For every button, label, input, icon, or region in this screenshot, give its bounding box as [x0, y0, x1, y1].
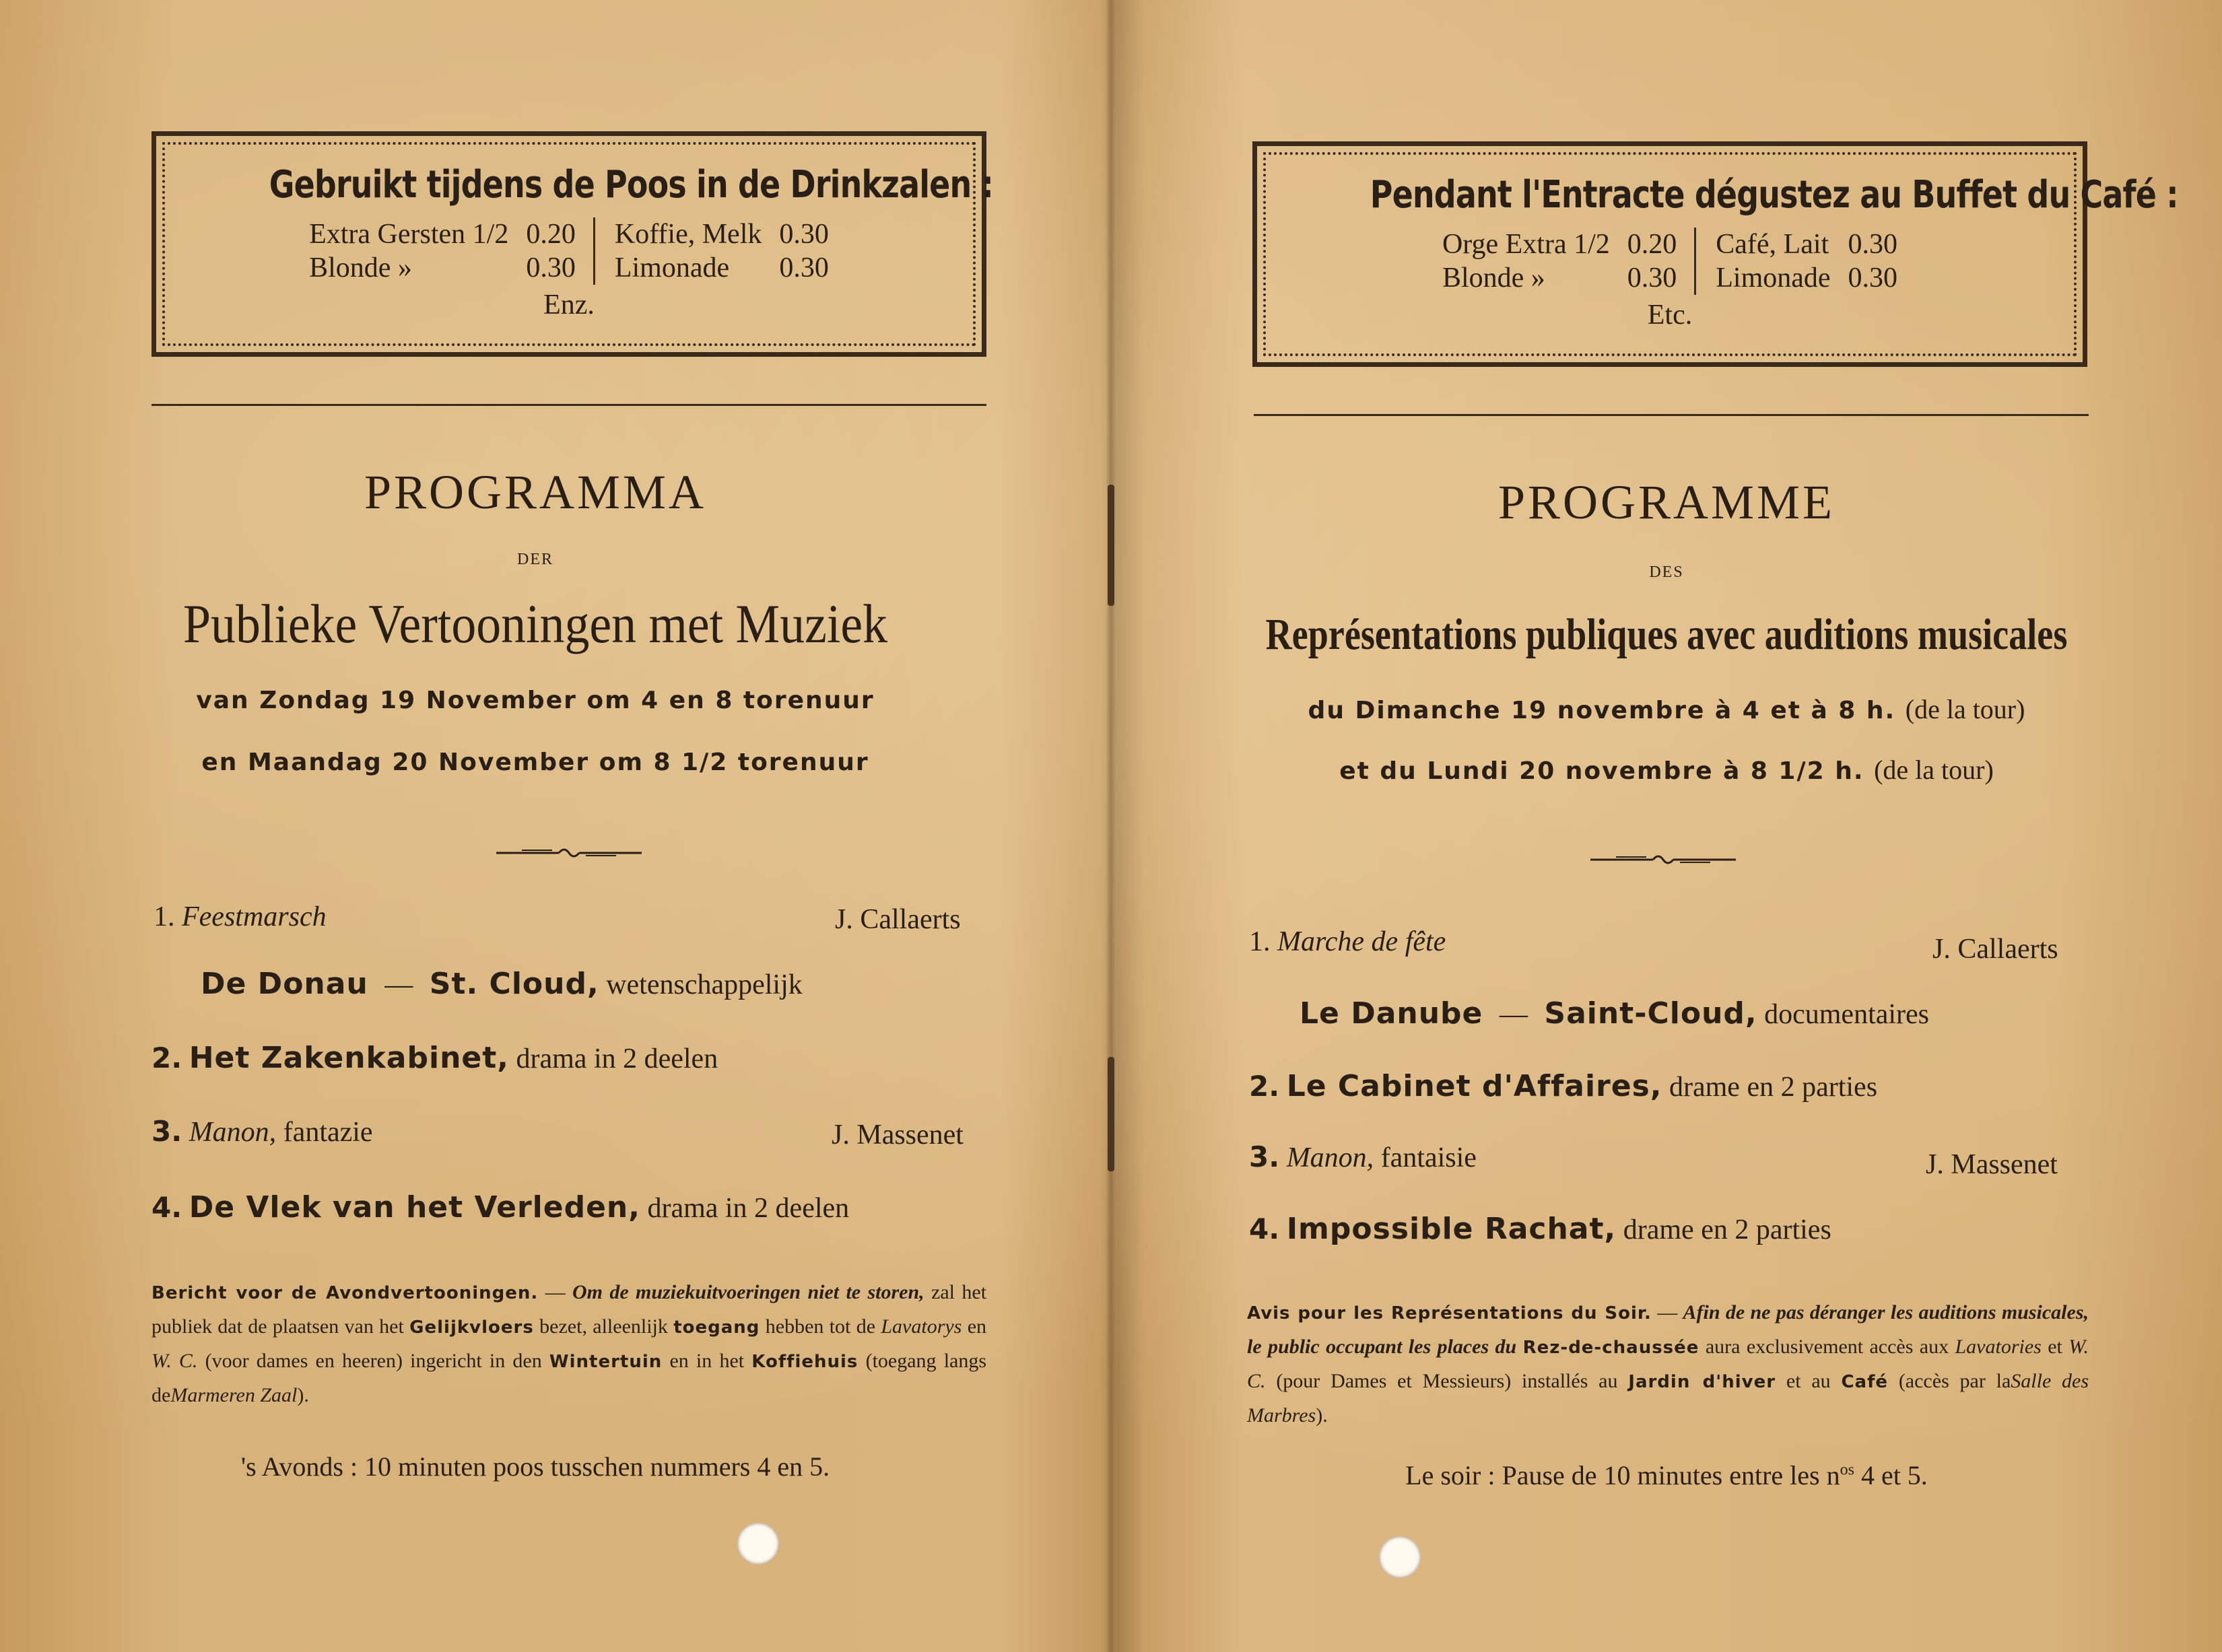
date-line-2 [1111, 754, 2222, 786]
notice-text: Marmeren Zaal [170, 1384, 298, 1406]
item-title-bold: Le Cabinet d'Affaires, [1286, 1069, 1662, 1103]
notice-text: zal het publiek dat de plaatsen van het [152, 1281, 987, 1338]
price-value: 0.30 [1848, 263, 1898, 294]
notice-text: (toegang langs de [152, 1350, 987, 1406]
item-description: drama in 2 deelen [516, 1043, 718, 1074]
punch-hole [1379, 1536, 1421, 1578]
notice-heading: Avis pour les Représentations du Soir. [1247, 1303, 1652, 1323]
closing-superscript: os [1840, 1461, 1854, 1479]
item-description: drame en 2 parties [1669, 1072, 1878, 1103]
divider-rule [1254, 414, 2089, 416]
programme-title: PROGRAMME [1497, 475, 1836, 529]
evening-notice [1247, 1296, 2089, 1433]
item-title: Manon, [189, 1117, 277, 1148]
notice-text: Café [1841, 1372, 1889, 1392]
composer: J. Massenet [1926, 1149, 2058, 1180]
composer: J. Massenet [832, 1120, 964, 1150]
notice-text: Koffiehuis [751, 1352, 858, 1372]
notice-text: bezet, alleenlijk [539, 1315, 668, 1338]
item-title: Feestmarsch [182, 901, 327, 932]
programme-item-2 [152, 1041, 718, 1075]
date-line-1: van Zondag 19 November om 4 en 8 torenuur [196, 687, 875, 714]
item-number: 4. [152, 1191, 182, 1224]
item-description: drama in 2 deelen [647, 1193, 850, 1224]
date-text: du Dimanche 19 novembre à 4 et à 8 h. [1308, 697, 1896, 724]
item-title-bold: Le Danube [1300, 996, 1483, 1031]
price-item-name: Café, Lait [1716, 229, 1829, 260]
price-value: 0.30 [1848, 229, 1898, 260]
notice-text: Afin de ne pas déranger les auditions musicales, le public occupant les places du [1247, 1301, 2089, 1358]
programme-item-1 [1249, 926, 1446, 958]
item-number: 3. [1249, 1140, 1280, 1173]
item-number: 2. [1249, 1070, 1280, 1103]
price-list [203, 217, 935, 285]
date-line-1 [1111, 693, 2222, 725]
item-number: 3. [152, 1115, 182, 1148]
notice-text: Wintertuin [549, 1352, 663, 1372]
notice-text: et au [1786, 1370, 1831, 1392]
dash: — [545, 1281, 566, 1303]
date-tail: (de la tour) [1874, 755, 1994, 785]
notice-text: Lavatorys [881, 1315, 962, 1338]
notice-text: ). [1316, 1404, 1328, 1426]
item-title: Marche de fête [1277, 926, 1446, 957]
notice-text: toegang [673, 1317, 760, 1338]
item-title: Manon, [1286, 1142, 1374, 1173]
notice-text: Gelijkvloers [409, 1317, 534, 1338]
closing-line: 's Avonds : 10 minuten poos tusschen nummers 4 en 5. [240, 1451, 830, 1482]
main-title: Représentations publiques avec auditions musicales [1265, 610, 2068, 659]
item-description: wetenschappelijk [606, 969, 803, 1000]
item-number: 1. [154, 901, 175, 932]
programme-item-4 [1249, 1212, 1831, 1246]
date-text: et du Lundi 20 novembre à 8 1/2 h. [1339, 757, 1864, 785]
column-divider [1694, 228, 1696, 295]
evening-notice [152, 1276, 986, 1412]
ad-title: Pendant l'Entracte dégustez au Buffet du Café : [1370, 173, 2178, 217]
notice-text: Salle des Marbres [1247, 1370, 2089, 1426]
item-title-bold: St. Cloud, [429, 967, 599, 1001]
programme-item-3 [152, 1115, 373, 1148]
item-title-bold: Impossible Rachat, [1286, 1212, 1617, 1246]
price-value: 0.30 [1627, 263, 1677, 294]
price-item-name: Koffie, Melk [614, 219, 762, 250]
composer: J. Callaerts [1932, 934, 2058, 965]
refreshment-ad-box [152, 131, 994, 357]
notice-text: W. C. [1247, 1336, 2089, 1392]
price-value: 0.30 [779, 219, 829, 250]
item-number: 2. [152, 1041, 182, 1074]
price-value: 0.20 [1627, 229, 1677, 260]
programme-item-1 [154, 901, 327, 933]
der-label: DER [517, 551, 553, 568]
price-item-name: Blonde » [309, 252, 412, 283]
price-item-name: Blonde » [1442, 263, 1545, 294]
dash: — [1499, 999, 1528, 1030]
item-number: 1. [1249, 926, 1271, 957]
divider-rule [152, 404, 986, 406]
punch-hole [737, 1523, 779, 1564]
des-label: DES [1649, 563, 1684, 581]
right-page-french [1111, 0, 2222, 1652]
closing-line [1111, 1459, 2222, 1491]
closing-text: 4 et 5. [1854, 1460, 1928, 1490]
notice-text: ). [297, 1384, 309, 1406]
notice-text: aura exclusivement accès aux [1705, 1336, 1949, 1358]
notice-text: (pour Dames et Messieurs) installés au [1276, 1370, 1618, 1392]
item-description: fantazie [283, 1117, 373, 1148]
closing-text: Le soir : Pause de 10 minutes entre les n [1405, 1460, 1840, 1490]
composer: J. Callaerts [835, 904, 961, 935]
price-item-name: Extra Gersten 1/2 [309, 219, 509, 250]
programme-item-1b [1300, 996, 1929, 1031]
date-tail: (de la tour) [1905, 694, 2025, 724]
notice-text: (accès par la [1898, 1370, 2011, 1392]
flourish-ornament [1589, 852, 1737, 868]
notice-text: en in het [669, 1350, 745, 1372]
programme-item-4 [152, 1190, 849, 1225]
notice-text: hebben tot de [765, 1315, 876, 1338]
date-line-2: en Maandag 20 November om 8 1/2 torenuur [201, 749, 869, 776]
item-title-bold: De Vlek van het Verleden, [189, 1190, 640, 1225]
item-description: fantaisie [1380, 1142, 1477, 1173]
price-item-name: Orge Extra 1/2 [1442, 229, 1610, 260]
notice-text: W. C. [152, 1350, 198, 1372]
notice-text: Jardin d'hiver [1628, 1372, 1776, 1392]
price-list [1304, 228, 2035, 295]
notice-text: (voor dames en heeren) ingericht in den [205, 1350, 542, 1372]
item-number: 4. [1249, 1212, 1280, 1245]
item-title-bold: De Donau [201, 967, 368, 1001]
price-item-name: Limonade [614, 252, 730, 283]
item-description: drame en 2 parties [1623, 1214, 1831, 1245]
notice-text: et [2048, 1336, 2062, 1358]
programme-item-2 [1249, 1069, 1877, 1103]
ad-etc: Enz. [543, 289, 595, 320]
dash: — [384, 969, 413, 1000]
main-title: Publieke Vertooningen met Muziek [183, 593, 887, 654]
ad-etc: Etc. [1647, 300, 1693, 331]
price-value: 0.30 [779, 252, 829, 283]
price-value: 0.30 [526, 252, 576, 283]
notice-text: Om de muziekuitvoeringen niet te storen, [572, 1281, 924, 1303]
flourish-ornament [495, 845, 643, 861]
item-title-bold: Saint-Cloud, [1544, 996, 1757, 1031]
price-value: 0.20 [526, 219, 576, 250]
column-divider [593, 217, 595, 285]
dash: — [1657, 1301, 1678, 1323]
ad-title: Gebruikt tijdens de Poos in de Drinkzalen : [269, 163, 994, 207]
item-title-bold: Het Zakenkabinet, [189, 1041, 509, 1075]
notice-text: Rez-de-chaussée [1522, 1338, 1699, 1358]
item-description: documentaires [1764, 999, 1930, 1030]
programme-item-1b [201, 967, 803, 1001]
notice-text: en [967, 1315, 987, 1338]
programme-title: PROGRAMMA [364, 465, 707, 519]
refreshment-ad-box [1252, 141, 2178, 367]
programme-item-3 [1249, 1140, 1477, 1174]
notice-heading: Bericht voor de Avondvertooningen. [152, 1283, 539, 1303]
price-item-name: Limonade [1716, 263, 1831, 294]
notice-text: Lavatories [1955, 1336, 2042, 1358]
